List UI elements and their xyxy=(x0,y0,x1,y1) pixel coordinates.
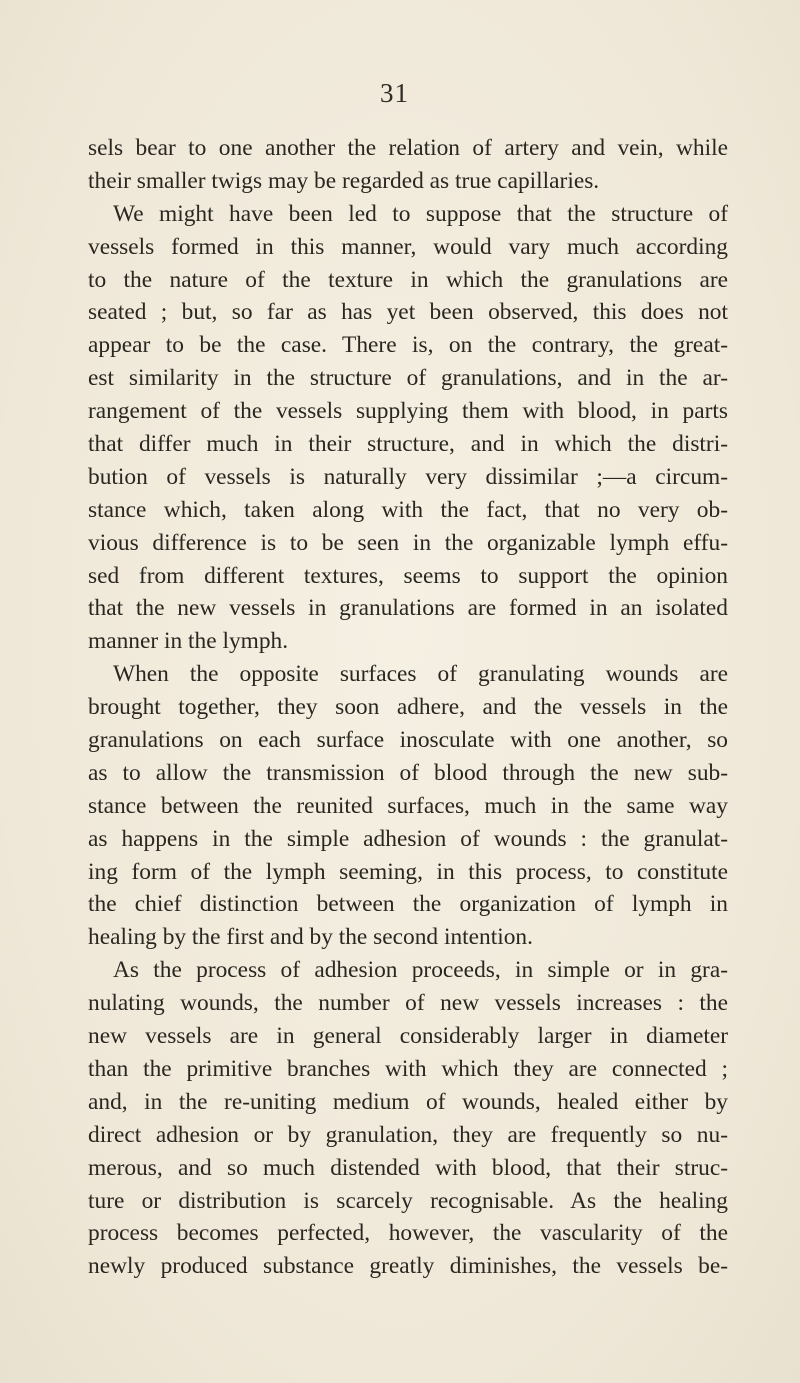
text-line: their smaller twigs may be regarded as true capillaries. xyxy=(88,167,600,194)
text-line: bution of vessels is naturally very dissimilar ;—a circum- xyxy=(88,463,728,490)
text-line: stance between the reunited surfaces, much in the same way xyxy=(88,792,728,819)
text-line: As the process of adhesion proceeds, in simple or in gra- xyxy=(113,957,728,984)
text-line: manner in the lymph. xyxy=(88,628,289,655)
text-line: ing form of the lymph seeming, in this process, to constitute xyxy=(88,858,728,885)
text-line: seated ; but, so far as has yet been observed, this does not xyxy=(88,299,728,326)
text-line: merous, and so much distended with blood, that their struc- xyxy=(88,1154,728,1181)
text-line: vious difference is to be seen in the organizable lymph effu- xyxy=(88,529,728,556)
text-line: We might have been led to suppose that the structure of xyxy=(113,200,728,227)
text-line: brought together, they soon adhere, and the vessels in the xyxy=(88,694,728,721)
text-line: sels bear to one another the relation of artery and vein, while xyxy=(88,135,728,161)
text-line: than the primitive branches with which they are connected ; xyxy=(88,1055,728,1082)
text-line: appear to be the case. There is, on the contrary, the great- xyxy=(88,332,728,359)
page-number: 31 xyxy=(380,78,409,108)
text-line: as to allow the transmission of blood through the new sub- xyxy=(88,759,728,786)
text-line: new vessels are in general considerably larger in diameter xyxy=(88,1023,728,1050)
text-line: granulations on each surface inosculate with one another, so xyxy=(88,727,728,754)
text-line: rangement of the vessels supplying them with blood, in parts xyxy=(88,398,728,425)
text-line: and, in the re-uniting medium of wounds, healed either by xyxy=(88,1088,728,1115)
text-line: as happens in the simple adhesion of wounds : the granulat- xyxy=(88,825,728,852)
text-line: sed from different textures, seems to support the opinion xyxy=(88,562,728,589)
text-line: When the opposite surfaces of granulating wounds are xyxy=(113,661,728,688)
body-text xyxy=(88,132,728,1283)
text-line: vessels formed in this manner, would vary much according xyxy=(88,233,728,260)
text-line: healing by the first and by the second intention. xyxy=(88,924,533,951)
text-line: nulating wounds, the number of new vessels increases : the xyxy=(88,990,728,1017)
text-line: stance which, taken along with the fact, that no very ob- xyxy=(88,496,728,523)
text-line: direct adhesion or by granulation, they are frequently so nu- xyxy=(88,1121,728,1148)
text-line: ture or distribution is scarcely recognisable. As the healing xyxy=(88,1187,728,1214)
text-line: to the nature of the texture in which the granulations are xyxy=(88,266,728,293)
text-line: newly produced substance greatly diminishes, the vessels be- xyxy=(88,1253,728,1280)
text-line: that the new vessels in granulations are formed in an isolated xyxy=(88,595,728,622)
text-line: process becomes perfected, however, the vascularity of the xyxy=(88,1220,728,1247)
text-line: that differ much in their structure, and in which the distri- xyxy=(88,431,728,458)
text-line: the chief distinction between the organization of lymph in xyxy=(88,891,728,918)
text-line: est similarity in the structure of granulations, and in the ar- xyxy=(88,365,728,392)
